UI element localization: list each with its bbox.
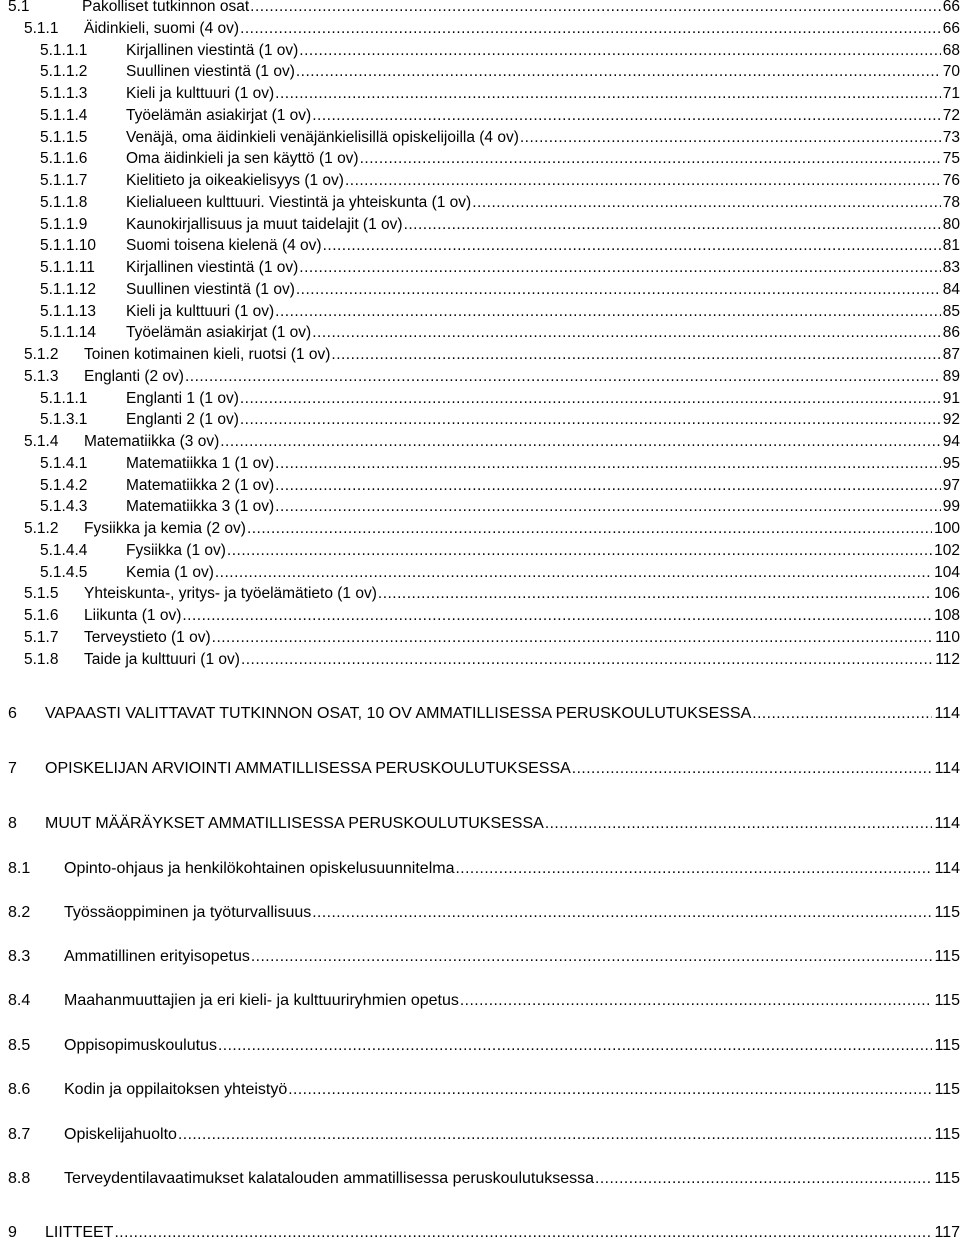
toc-entry-page: 115: [934, 948, 960, 965]
dot-leader: [312, 902, 932, 924]
toc-entry-number: 5.1.7: [24, 628, 59, 646]
dot-leader: [345, 170, 941, 192]
toc-entry-page: 115: [934, 904, 960, 921]
toc-entry-number: 8.4: [8, 992, 31, 1009]
toc-entry-title: Englanti (2 ov): [84, 366, 185, 388]
dot-leader: [275, 475, 941, 497]
toc-entry-number: 9: [8, 1224, 17, 1241]
toc-entry[interactable]: [0, 518, 960, 540]
toc-entry-title: Työelämän asiakirjat (1 ov): [126, 322, 312, 344]
toc-entry-page: 115: [934, 1081, 960, 1098]
toc-entry-title: Englanti 1 (1 ov): [126, 388, 240, 410]
dot-leader: [241, 649, 933, 671]
toc-entry[interactable]: [0, 170, 960, 192]
toc-entry-title: Äidinkieli, suomi (4 ov): [84, 18, 240, 40]
toc-entry-number: 5.1.3: [24, 367, 59, 385]
toc-entry[interactable]: [0, 279, 960, 301]
toc-entry-number: 5.1.3.1: [40, 411, 88, 429]
toc-entry-page: 89: [942, 367, 960, 385]
toc-entry[interactable]: [0, 1035, 960, 1057]
toc-entry-title: VAPAASTI VALITTAVAT TUTKINNON OSAT, 10 OV AMMATILLISESSA PERUSKOULUTUKSESSA: [45, 703, 752, 725]
toc-entry-page: 92: [942, 411, 960, 429]
toc-entry-title: Suomi toisena kielenä (4 ov): [126, 235, 323, 257]
toc-entry-title: Terveystieto (1 ov): [84, 627, 212, 649]
toc-entry[interactable]: [0, 40, 960, 62]
toc-entry-title: Maahanmuuttajien ja eri kieli- ja kulttuuriryhmien opetus: [64, 990, 460, 1012]
toc-entry-page: 87: [942, 346, 960, 363]
toc-entry-title: Suullinen viestintä (1 ov): [126, 279, 296, 301]
toc-entry-page: 70: [942, 63, 960, 81]
toc-entry-number: 5.1.4.4: [40, 541, 88, 559]
toc-entry-title: Opiskelijahuolto: [64, 1124, 178, 1146]
toc-entry-number: 5.1.1.4: [40, 106, 88, 124]
toc-entry-number: 5.1.1.6: [40, 150, 88, 168]
toc-entry-title: Terveydentilavaatimukset kalatalouden ammatillisessa peruskoulutuksessa: [64, 1168, 595, 1190]
dot-leader: [752, 703, 932, 725]
toc-entry-page: 97: [942, 476, 960, 494]
toc-entry[interactable]: [0, 758, 960, 780]
dot-leader: [360, 148, 941, 170]
toc-entry[interactable]: [0, 18, 960, 40]
toc-entry-page: 66: [942, 0, 960, 15]
toc-entry-title: LIITTEET: [45, 1222, 114, 1244]
toc-entry-number: 5.1.1.10: [40, 237, 97, 255]
toc-entry[interactable]: [0, 61, 960, 83]
dot-leader: [572, 758, 933, 780]
toc-entry-number: 5.1.1.1: [40, 41, 88, 59]
toc-entry-number: 5.1.5: [24, 585, 59, 603]
toc-entry-title: Matematiikka 1 (1 ov): [126, 453, 275, 475]
dot-leader: [404, 214, 941, 236]
toc-entry-number: 5.1.4.2: [40, 476, 88, 494]
toc-entry-number: 5.1.1.7: [40, 172, 88, 189]
dot-leader: [220, 431, 941, 453]
toc-entry[interactable]: [0, 1168, 960, 1190]
toc-entry[interactable]: [0, 496, 960, 518]
toc-entry[interactable]: [0, 540, 960, 562]
toc-entry-title: Työelämän asiakirjat (1 ov): [126, 105, 312, 127]
toc-entry[interactable]: [0, 0, 960, 18]
toc-entry-number: 8.3: [8, 948, 31, 965]
toc-entry-number: 5.1.2: [24, 346, 59, 363]
toc-entry-title: Liikunta (1 ov): [84, 605, 182, 627]
toc-entry[interactable]: [0, 83, 960, 105]
toc-entry-number: 5.1.1.8: [40, 193, 88, 211]
toc-entry-page: 115: [934, 992, 960, 1009]
toc-entry-title: Kaunokirjallisuus ja muut taidelajit (1 ov): [126, 214, 404, 236]
dot-leader: [595, 1168, 932, 1190]
toc-entry-title: Ammatillinen erityisopetus: [64, 946, 251, 968]
toc-entry-number: 5.1.4.3: [40, 498, 88, 516]
toc-entry-page: 100: [934, 520, 960, 537]
toc-entry[interactable]: [0, 562, 960, 584]
dot-leader: [275, 83, 941, 105]
dot-leader: [455, 858, 932, 880]
dot-leader: [331, 344, 940, 366]
toc-entry-title: Fysiikka ja kemia (2 ov): [84, 518, 247, 540]
dot-leader: [312, 105, 941, 127]
toc-entry[interactable]: [0, 257, 960, 279]
toc-entry-title: Kirjallinen viestintä (1 ov): [126, 40, 299, 62]
toc-entry-page: 102: [934, 541, 960, 559]
toc-entry[interactable]: [0, 583, 960, 605]
toc-entry-number: 8: [8, 815, 17, 832]
dot-leader: [460, 990, 933, 1012]
toc-entry-number: 7: [8, 760, 17, 777]
toc-entry[interactable]: [0, 946, 960, 968]
toc-entry-number: 5.1.4: [24, 433, 59, 450]
dot-leader: [185, 366, 941, 388]
toc-entry-number: 5.1.1.11: [40, 259, 95, 276]
toc-entry-title: Suullinen viestintä (1 ov): [126, 61, 296, 83]
toc-entry-title: Kieli ja kulttuuri (1 ov): [126, 83, 275, 105]
toc-entry[interactable]: [0, 1079, 960, 1101]
toc-entry-title: MUUT MÄÄRÄYKSET AMMATILLISESSA PERUSKOULUTUKSESSA: [45, 813, 545, 835]
toc-entry-page: 73: [942, 128, 960, 146]
toc-entry[interactable]: [0, 431, 960, 453]
toc-entry-page: 75: [942, 150, 960, 168]
dot-leader: [250, 0, 941, 18]
toc-entry-number: 5.1.4.1: [40, 454, 88, 472]
toc-entry[interactable]: [0, 192, 960, 214]
toc-entry[interactable]: [0, 127, 960, 149]
toc-entry[interactable]: [0, 902, 960, 924]
toc-entry-title: Matematiikka 3 (1 ov): [126, 496, 275, 518]
dot-leader: [114, 1222, 932, 1244]
toc-entry-page: 81: [942, 237, 960, 255]
toc-entry-title: Pakolliset tutkinnon osat: [82, 0, 250, 18]
toc-entry-title: Kodin ja oppilaitoksen yhteistyö: [64, 1079, 288, 1101]
toc-entry-number: 5.1.1.14: [40, 324, 97, 342]
dot-leader: [178, 1124, 933, 1146]
toc-entry-page: 71: [942, 85, 960, 102]
toc-entry-number: 5.1: [8, 0, 30, 15]
toc-entry-page: 72: [942, 106, 960, 124]
toc-entry-number: 5.1.1.9: [40, 215, 88, 233]
toc-entry[interactable]: [0, 235, 960, 257]
toc-entry[interactable]: [0, 649, 960, 671]
dot-leader: [472, 192, 941, 214]
toc-entry-page: 68: [942, 41, 960, 59]
toc-entry-number: 5.1.1.2: [40, 63, 88, 81]
dot-leader: [296, 61, 941, 83]
toc-entry[interactable]: [0, 990, 960, 1012]
toc-entry-page: 114: [934, 860, 960, 877]
toc-entry-number: 5.1.1.1: [40, 389, 88, 407]
dot-leader: [288, 1079, 932, 1101]
toc-entry[interactable]: [0, 475, 960, 497]
dot-leader: [240, 388, 941, 410]
toc-entry-page: 76: [942, 172, 960, 189]
toc-entry-page: 83: [942, 259, 960, 276]
toc-entry-number: 6: [8, 705, 17, 722]
toc-entry-page: 99: [942, 498, 960, 516]
toc-entry-page: 78: [942, 193, 960, 211]
toc-entry-number: 8.5: [8, 1037, 31, 1054]
dot-leader: [299, 257, 940, 279]
toc-entry[interactable]: [0, 453, 960, 475]
toc-entry-title: Englanti 2 (1 ov): [126, 409, 240, 431]
toc-entry-title: Kirjallinen viestintä (1 ov): [126, 257, 299, 279]
toc-entry-page: 85: [942, 302, 960, 320]
toc-entry-title: Yhteiskunta-, yritys- ja työelämätieto (1 ov): [84, 583, 378, 605]
dot-leader: [520, 127, 941, 149]
dot-leader: [182, 605, 932, 627]
dot-leader: [275, 301, 941, 323]
toc-entry-page: 110: [935, 628, 960, 646]
toc-entry-page: 117: [934, 1224, 960, 1241]
toc-entry-page: 114: [934, 760, 960, 777]
toc-entry-page: 66: [942, 19, 960, 37]
toc-entry-number: 5.1.1.12: [40, 280, 97, 298]
toc-entry-page: 112: [935, 650, 960, 668]
dot-leader: [240, 18, 941, 40]
toc-entry[interactable]: [0, 344, 960, 366]
toc-entry-number: 5.1.1.5: [40, 128, 88, 146]
toc-entry-page: 86: [942, 324, 960, 342]
toc-entry-title: Matematiikka 2 (1 ov): [126, 475, 275, 497]
toc-entry-number: 8.1: [8, 860, 31, 877]
dot-leader: [275, 496, 941, 518]
toc-entry-number: 5.1.1: [24, 19, 59, 37]
toc-entry[interactable]: [0, 605, 960, 627]
toc-entry-title: Fysiikka (1 ov): [126, 540, 227, 562]
dot-leader: [299, 40, 940, 62]
dot-leader: [218, 1035, 933, 1057]
toc-entry[interactable]: [0, 148, 960, 170]
toc-entry[interactable]: [0, 1124, 960, 1146]
toc-entry-title: Kielialueen kulttuuri. Viestintä ja yhteiskunta (1 ov): [126, 192, 472, 214]
toc-entry-page: 104: [934, 563, 960, 581]
toc-entry[interactable]: [0, 105, 960, 127]
toc-entry-page: 114: [934, 815, 960, 832]
dot-leader: [275, 453, 941, 475]
toc-entry-title: Kielitieto ja oikeakielisyys (1 ov): [126, 170, 345, 192]
toc-entry-number: 5.1.6: [24, 607, 59, 624]
toc-entry-title: Toinen kotimainen kieli, ruotsi (1 ov): [84, 344, 331, 366]
toc-entry-number: 8.2: [8, 904, 31, 921]
toc-entry-page: 108: [934, 607, 960, 624]
dot-leader: [296, 279, 941, 301]
toc-entry-page: 84: [942, 280, 960, 298]
dot-leader: [545, 813, 933, 835]
toc-entry-page: 80: [942, 215, 960, 233]
toc-entry[interactable]: [0, 409, 960, 431]
toc-entry-title: Venäjä, oma äidinkieli venäjänkielisillä opiskelijoilla (4 ov): [126, 127, 520, 149]
toc-entry-page: 94: [942, 433, 960, 450]
dot-leader: [378, 583, 932, 605]
toc-entry[interactable]: [0, 1222, 960, 1244]
toc-entry[interactable]: [0, 366, 960, 388]
toc-entry[interactable]: [0, 388, 960, 410]
dot-leader: [215, 562, 932, 584]
toc-entry-title: Työssäoppiminen ja työturvallisuus: [64, 902, 312, 924]
toc-entry-number: 8.6: [8, 1081, 31, 1098]
dot-leader: [251, 946, 933, 968]
toc-entry-page: 115: [934, 1170, 960, 1187]
toc-entry-number: 5.1.1.3: [40, 85, 88, 102]
toc-entry-page: 115: [934, 1126, 960, 1143]
toc-entry-title: Kemia (1 ov): [126, 562, 215, 584]
toc-entry-page: 91: [942, 389, 960, 407]
toc-entry-number: 5.1.1.13: [40, 302, 97, 320]
dot-leader: [247, 518, 932, 540]
toc-entry[interactable]: [0, 322, 960, 344]
toc-entry-number: 5.1.2: [24, 520, 59, 537]
toc-entry[interactable]: [0, 627, 960, 649]
dot-leader: [240, 409, 941, 431]
toc-entry-page: 114: [934, 705, 960, 722]
toc-entry-number: 8.8: [8, 1170, 31, 1187]
dot-leader: [323, 235, 941, 257]
toc-entry-title: Oma äidinkieli ja sen käyttö (1 ov): [126, 148, 360, 170]
toc-entry[interactable]: [0, 703, 960, 725]
dot-leader: [227, 540, 932, 562]
toc-entry-title: Oppisopimuskoulutus: [64, 1035, 218, 1057]
toc-entry-number: 5.1.4.5: [40, 563, 88, 581]
toc-entry[interactable]: [0, 214, 960, 236]
dot-leader: [312, 322, 941, 344]
toc-entry-title: Kieli ja kulttuuri (1 ov): [126, 301, 275, 323]
toc-entry-title: Opinto-ohjaus ja henkilökohtainen opiskelusuunnitelma: [64, 858, 455, 880]
toc-entry-page: 95: [942, 454, 960, 472]
toc-entry-title: OPISKELIJAN ARVIOINTI AMMATILLISESSA PERUSKOULUTUKSESSA: [45, 758, 572, 780]
dot-leader: [212, 627, 934, 649]
toc-entry-number: 8.7: [8, 1126, 31, 1143]
toc-entry-title: Matematiikka (3 ov): [84, 431, 220, 453]
toc-entry-title: Taide ja kulttuuri (1 ov): [84, 649, 241, 671]
toc-entry-page: 115: [934, 1037, 960, 1054]
toc-entry[interactable]: [0, 301, 960, 323]
toc-entry[interactable]: [0, 813, 960, 835]
toc-entry[interactable]: [0, 858, 960, 880]
toc-entry-number: 5.1.8: [24, 650, 59, 668]
toc-entry-page: 106: [934, 585, 960, 603]
